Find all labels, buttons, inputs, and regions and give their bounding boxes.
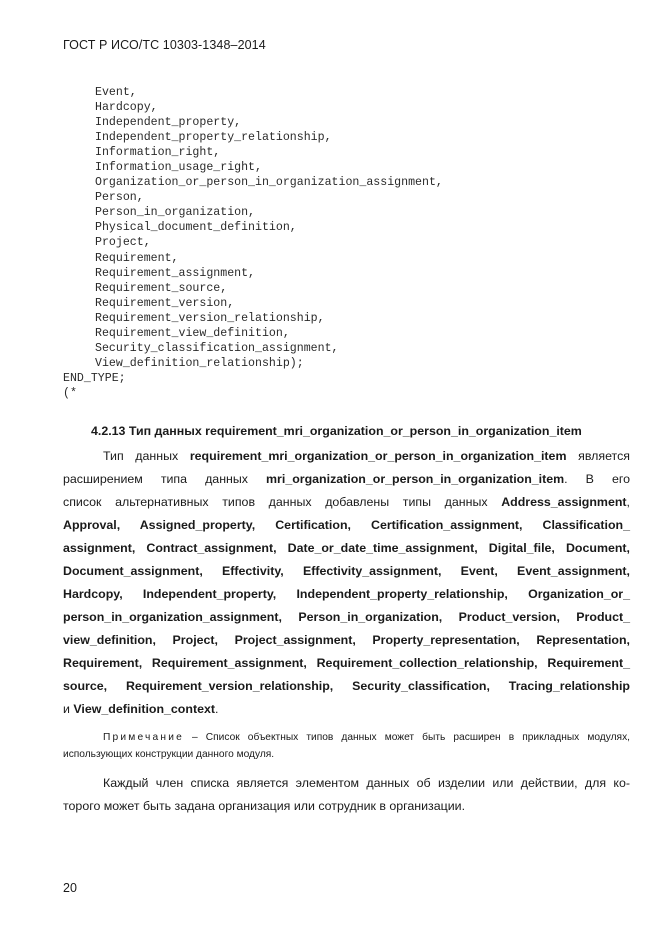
- bold-term: mri_organization_or_person_in_organization_item: [266, 472, 565, 486]
- code-line: Organization_or_person_in_organization_assignment,: [95, 176, 443, 190]
- text-run: Тип данных: [103, 449, 190, 463]
- document-header: ГОСТ Р ИСО/ТС 10303-1348–2014: [63, 38, 266, 52]
- section-heading-text: Тип данных requirement_mri_organization_or_person_in_organization_item: [128, 424, 582, 438]
- body-paragraph-2: [63, 772, 630, 818]
- express-code-block: [63, 85, 443, 401]
- bold-term: Address_assignment: [501, 495, 627, 509]
- paragraph-line: source, Requirement_version_relationship, Security_classification, Tracing_relationship: [63, 679, 630, 693]
- paragraph-line: Requirement, Requirement_assignment, Requirement_collection_relationship, Requirement_: [63, 656, 630, 670]
- code-line: Information_right,: [95, 146, 221, 160]
- bold-term: View_definition_context: [73, 702, 215, 716]
- code-line: Independent_property_relationship,: [95, 131, 332, 145]
- paragraph-line: [63, 698, 630, 721]
- code-comment-open: (*: [63, 386, 77, 400]
- code-line: Hardcopy,: [95, 101, 158, 115]
- note-block: [63, 729, 630, 763]
- text-run: список альтернативных типов данных добавлены типы данных: [63, 495, 502, 509]
- code-line: Requirement,: [95, 251, 179, 265]
- text-run: . В его: [564, 472, 630, 486]
- code-line: Security_classification_assignment,: [95, 341, 339, 355]
- paragraph-line: assignment, Contract_assignment, Date_or_date_time_assignment, Digital_file, Document,: [63, 541, 630, 555]
- code-end-type: END_TYPE;: [63, 371, 126, 385]
- paragraph-line: [63, 491, 630, 514]
- note-label: Примечание: [103, 732, 184, 743]
- paragraph-line: торого может быть задана организация или сотрудник в организации.: [63, 799, 466, 813]
- section-heading: [91, 424, 582, 438]
- paragraph-line: Document_assignment, Effectivity, Effectivity_assignment, Event, Event_assignment,: [63, 564, 630, 578]
- bold-term: requirement_mri_organization_or_person_in_organization_item: [189, 449, 567, 463]
- code-line: Project,: [95, 236, 151, 250]
- paragraph-line: [63, 468, 630, 491]
- text-run: ,: [626, 495, 630, 509]
- code-line: Requirement_version,: [95, 296, 235, 310]
- text-run: расширением типа данных: [63, 472, 267, 486]
- code-line: Person_in_organization,: [95, 206, 256, 220]
- code-line: Event,: [95, 86, 137, 99]
- code-line: Requirement_version_relationship,: [95, 311, 325, 325]
- text-run: и: [63, 702, 74, 716]
- text-run: является: [566, 449, 630, 463]
- code-line: Requirement_source,: [95, 281, 228, 295]
- paragraph-line: [63, 445, 630, 468]
- paragraph-line: Каждый член списка является элементом данных об изделии или действии, для ко-: [103, 776, 630, 790]
- note-text: – Список объектных типов данных может быть расширен в прикладных модулях,: [183, 732, 630, 743]
- paragraph-line: person_in_organization_assignment, Person_in_organization, Product_version, Product_: [63, 610, 630, 624]
- section-number: 4.2.13: [91, 424, 126, 438]
- paragraph-line: Approval, Assigned_property, Certification, Certification_assignment, Classification_: [63, 518, 630, 532]
- code-line: Person,: [95, 191, 144, 205]
- code-line: Independent_property,: [95, 116, 242, 130]
- text-run: .: [214, 702, 219, 716]
- note-line: [63, 729, 630, 746]
- body-paragraph: [63, 445, 630, 721]
- code-line: View_definition_relationship);: [95, 356, 304, 370]
- paragraph-line: view_definition, Project, Project_assignment, Property_representation, Representation,: [63, 633, 630, 647]
- page-number: 20: [63, 881, 77, 895]
- code-line: Information_usage_right,: [95, 161, 262, 175]
- code-line: Requirement_view_definition,: [95, 326, 290, 340]
- note-line: использующих конструкции данного модуля.: [63, 749, 275, 760]
- code-line: Requirement_assignment,: [95, 266, 256, 280]
- code-line: Physical_document_definition,: [95, 221, 297, 235]
- paragraph-line: Hardcopy, Independent_property, Independent_property_relationship, Organization_or_: [63, 587, 630, 601]
